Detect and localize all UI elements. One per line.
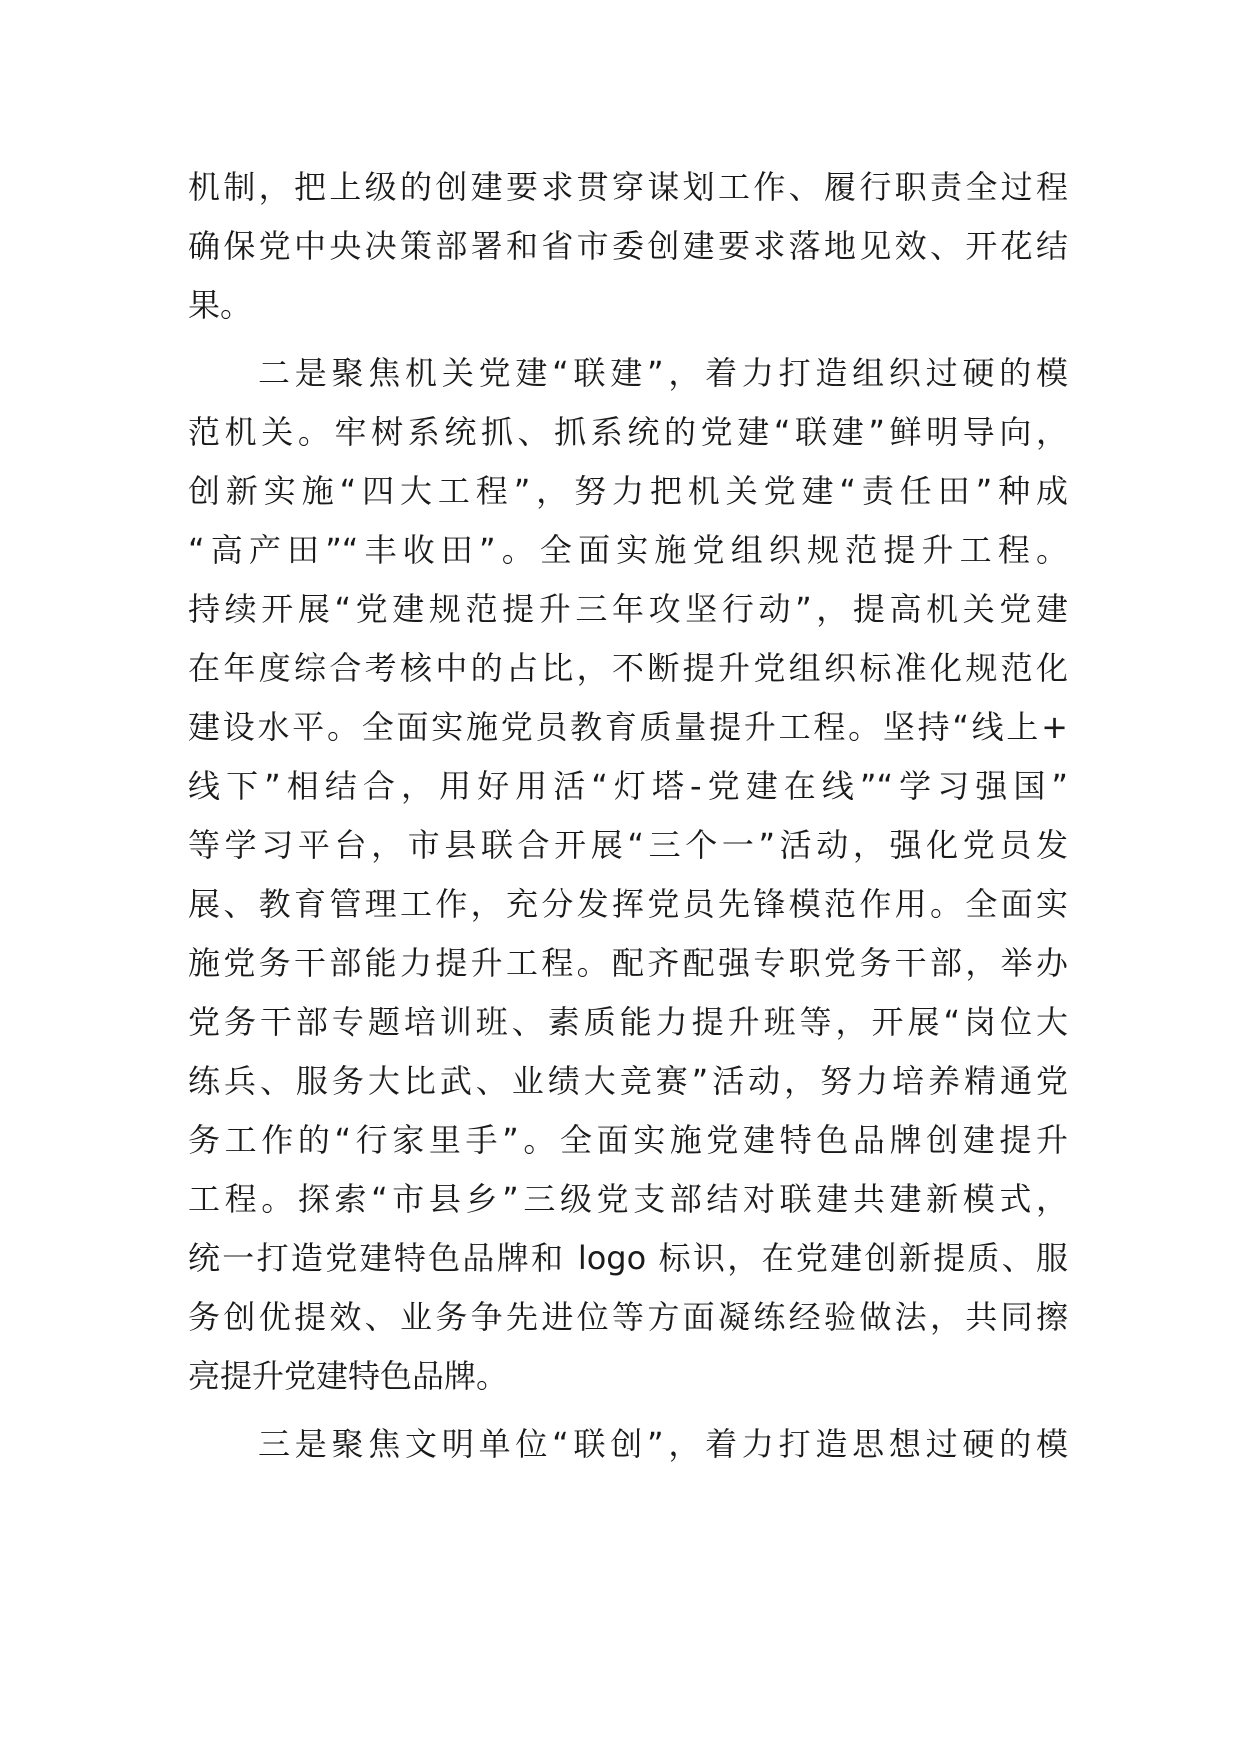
text-line: 亮提升党建特色品牌。	[188, 1357, 509, 1395]
text-line: 党务干部专题培训班、素质能力提升班等，开展“岗位大	[188, 1003, 1068, 1041]
text-line: 务创优提效、业务争先进位等方面凝练经验做法，共同擦	[188, 1298, 1068, 1336]
text-line: 范机关。牢树系统抓、抓系统的党建“联建”鲜明导向，	[188, 413, 1068, 451]
text-line: 创新实施“四大工程”，努力把机关党建“责任田”种成	[188, 472, 1068, 510]
text-line: 工程。探索“市县乡”三级党支部结对联建共建新模式，	[188, 1180, 1068, 1218]
text-line: 统一打造党建特色品牌和 logo 标识，在党建创新提质、服	[188, 1239, 1068, 1277]
text-line: 务工作的“行家里手”。全面实施党建特色品牌创建提升	[188, 1121, 1068, 1159]
text-line: 机制，把上级的创建要求贯穿谋划工作、履行职责全过程	[188, 168, 1068, 206]
paragraph-start-line: 三是聚焦文明单位“联创”，着力打造思想过硬的模	[258, 1425, 1068, 1463]
paragraph-start-line: 二是聚焦机关党建“联建”，着力打造组织过硬的模	[258, 354, 1068, 392]
text-line: 等学习平台，市县联合开展“三个一”活动，强化党员发	[188, 826, 1068, 864]
text-line: 确保党中央决策部署和省市委创建要求落地见效、开花结	[188, 227, 1068, 265]
text-line: 果。	[188, 286, 253, 324]
text-line: 施党务干部能力提升工程。配齐配强专职党务干部，举办	[188, 944, 1068, 982]
text-line: “高产田”“丰收田”。全面实施党组织规范提升工程。	[188, 531, 1068, 569]
text-line: 持续开展“党建规范提升三年攻坚行动”，提高机关党建	[188, 590, 1068, 628]
text-line: 建设水平。全面实施党员教育质量提升工程。坚持“线上+	[188, 708, 1068, 746]
text-line: 练兵、服务大比武、业绩大竞赛”活动，努力培养精通党	[188, 1062, 1068, 1100]
text-line: 展、教育管理工作，充分发挥党员先锋模范作用。全面实	[188, 885, 1068, 923]
text-line: 线下”相结合，用好用活“灯塔-党建在线”“学习强国”	[188, 767, 1068, 805]
text-line: 在年度综合考核中的占比，不断提升党组织标准化规范化	[188, 649, 1068, 687]
